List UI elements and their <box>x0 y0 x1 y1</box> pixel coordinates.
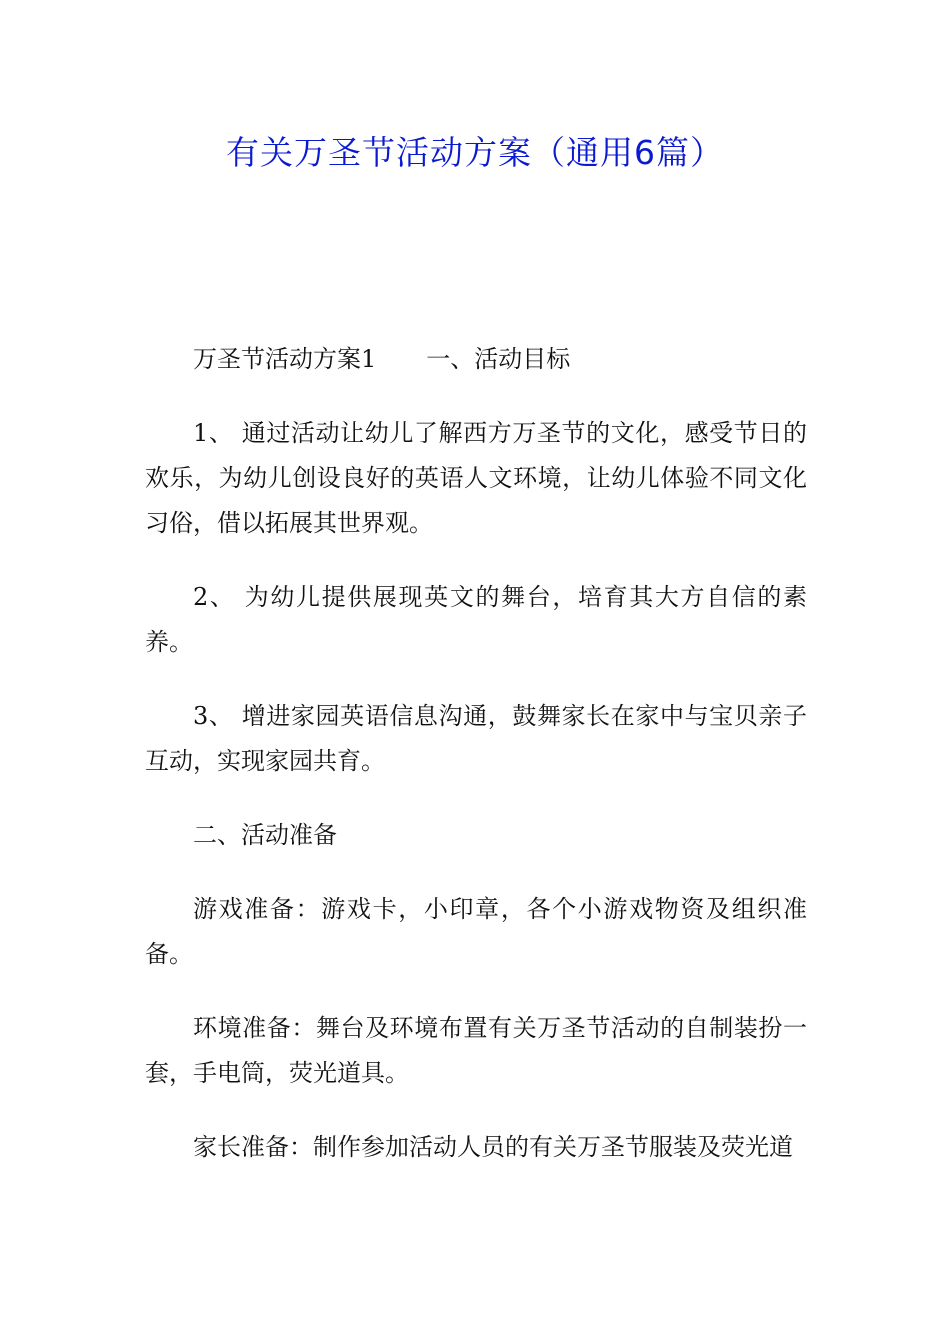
document-body <box>145 337 807 1199</box>
paragraph-parent-preparation: 家长准备：制作参加活动人员的有关万圣节服装及荧光道 <box>193 1133 793 1161</box>
section-label: 万圣节活动方案1 <box>193 345 377 373</box>
paragraph-goal-2: 2、 为幼儿提供展现英文的舞台，培育其大方自信的素养。 <box>145 583 807 656</box>
heading-activity-goals: 一、活动目标 <box>426 345 571 373</box>
heading-activity-preparation: 二、活动准备 <box>193 821 337 849</box>
paragraph-environment-preparation: 环境准备：舞台及环境布置有关万圣节活动的自制装扮一套，手电筒，荧光道具。 <box>145 1014 807 1087</box>
paragraph-goal-1: 1、 通过活动让幼儿了解西方万圣节的文化，感受节日的欢乐，为幼儿创设良好的英语人文环境，让幼儿体验不同文化习俗，借以拓展其世界观。 <box>145 419 807 537</box>
section-heading-line <box>145 337 807 382</box>
paragraph-game-preparation: 游戏准备：游戏卡，小印章，各个小游戏物资及组织准备。 <box>145 895 807 968</box>
paragraph-goal-3: 3、 增进家园英语信息沟通，鼓舞家长在家中与宝贝亲子互动，实现家园共育。 <box>145 702 807 775</box>
document-title: 有关万圣节活动方案（通用6篇） <box>226 133 724 172</box>
